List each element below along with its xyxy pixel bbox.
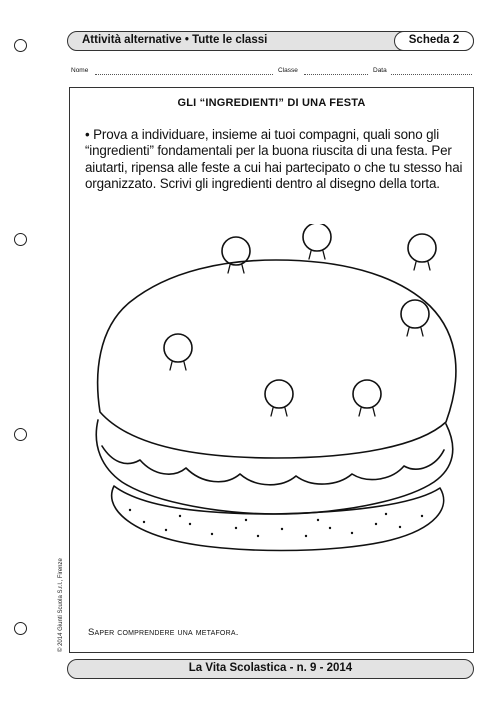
date-line[interactable]	[391, 74, 472, 75]
section-title: GLI “INGREDIENTI” DI UNA FESTA	[177, 97, 366, 109]
binder-hole	[14, 622, 27, 635]
cake-top	[98, 260, 456, 458]
cake-base	[112, 486, 444, 551]
date-label: Data	[373, 67, 387, 74]
header-title: Attività alternative • Tutte le classi	[82, 34, 268, 46]
copyright-text: © 2014 Giunti Scuola S.r.l., Firenze	[58, 558, 64, 652]
cake-drawing-icon[interactable]	[86, 224, 461, 564]
cake-scallop	[102, 446, 444, 485]
cake-filling	[96, 420, 452, 514]
binder-hole	[14, 428, 27, 441]
exercise-frame	[69, 87, 474, 653]
class-label: Classe	[278, 67, 298, 74]
worksheet-tab: Scheda 2	[394, 31, 474, 51]
footer-bar: La Vita Scolastica - n. 9 - 2014	[67, 659, 474, 679]
instructions-text: • Prova a individuare, insieme ai tuoi compagni, quali sono gli “ingredienti” fondamentali per la buona riuscita di una festa. Per aiutarti, ripensa alle feste a cui hai partecipato o che tu stesso hai organizzato. Scrivi gli ingredienti dentro al disegno della torta.	[85, 127, 463, 192]
binder-hole	[14, 39, 27, 52]
learning-goal: Saper comprendere una metafora.	[88, 627, 239, 638]
student-fields	[71, 67, 473, 79]
binder-hole	[14, 233, 27, 246]
name-label: Nome	[71, 67, 89, 74]
name-line[interactable]	[95, 74, 273, 75]
header-bar	[67, 31, 474, 51]
class-line[interactable]	[304, 74, 368, 75]
